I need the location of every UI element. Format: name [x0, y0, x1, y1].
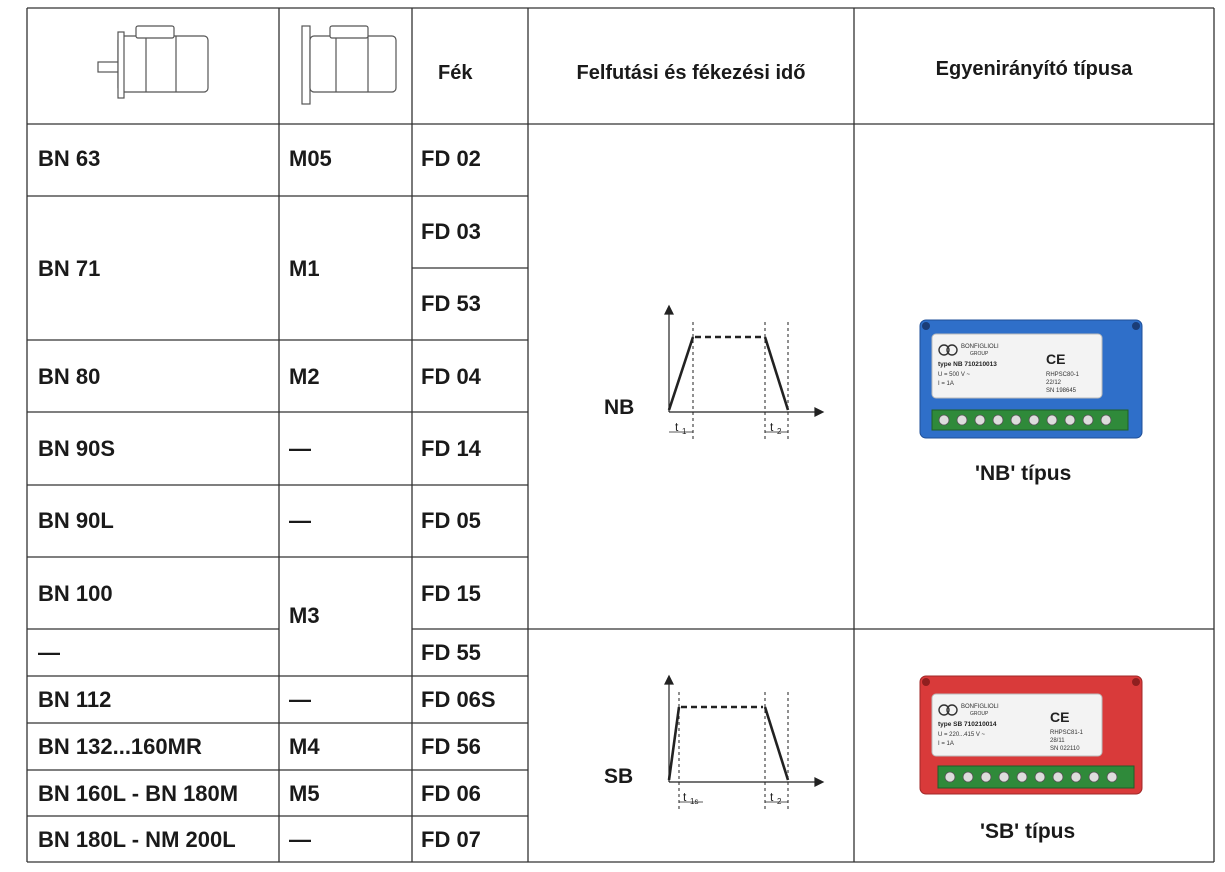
brake-cell: FD 56 — [421, 734, 481, 759]
motor-cell: BN 90L — [38, 508, 114, 533]
brake-cell: FD 15 — [421, 581, 481, 606]
alt-motor-cell: M4 — [289, 734, 320, 759]
header-brake: Fék — [438, 62, 473, 84]
motor-cell: BN 63 — [38, 146, 101, 171]
svg-text:U = 500 V ~: U = 500 V ~ — [938, 372, 971, 378]
svg-text:RHPSC80-1: RHPSC80-1 — [1046, 372, 1080, 378]
motor-cell: BN 132...160MR — [38, 734, 202, 759]
svg-text:SN 198645: SN 198645 — [1046, 388, 1077, 394]
alt-motor-cell: — — [289, 827, 311, 852]
svg-text:BONFIGLIOLI: BONFIGLIOLI — [961, 344, 999, 350]
svg-text:2: 2 — [777, 797, 782, 806]
svg-text:2: 2 — [777, 427, 782, 436]
svg-text:1: 1 — [682, 427, 687, 436]
rectifier-nb-photo — [918, 316, 1144, 442]
timing-diagram-nb — [655, 300, 825, 450]
t-end-label: t — [770, 420, 774, 434]
alt-motor-cell: M2 — [289, 364, 320, 389]
brake-cell: FD 03 — [421, 219, 481, 244]
alt-motor-cell: M1 — [289, 256, 320, 281]
brake-cell: FD 04 — [421, 364, 481, 389]
motor-cell: BN 112 — [38, 687, 112, 712]
svg-text:CE: CE — [1046, 351, 1066, 367]
motor-cell: BN 80 — [38, 364, 101, 389]
svg-text:RHPSC81-1: RHPSC81-1 — [1050, 730, 1084, 736]
timing-diagram-sb — [655, 670, 825, 820]
rectifier-sb-caption: 'SB' típus — [980, 820, 1076, 843]
svg-text:I = 1A: I = 1A — [938, 381, 954, 387]
diagram-label-sb: SB — [604, 765, 634, 788]
brake-cell: FD 02 — [421, 146, 481, 171]
brake-cell: FD 14 — [421, 436, 481, 461]
motor-cell: BN 180L - NM 200L — [38, 827, 236, 852]
brake-cell: FD 05 — [421, 508, 481, 533]
header-timing: Felfutási és fékezési idő — [576, 62, 806, 84]
svg-text:22/12: 22/12 — [1046, 380, 1062, 386]
motor-flange-mount-icon — [296, 20, 406, 108]
svg-text:28/11: 28/11 — [1050, 738, 1065, 744]
brake-cell: FD 06S — [421, 687, 496, 712]
motor-cell: BN 160L - BN 180M — [38, 781, 239, 806]
svg-text:1s: 1s — [690, 797, 699, 806]
t-start-label: t — [675, 420, 679, 434]
svg-text:U = 220...415 V ~: U = 220...415 V ~ — [938, 732, 986, 738]
brake-cell: FD 55 — [421, 640, 481, 665]
header-rectifier: Egyenirányító típusa — [935, 58, 1133, 80]
brake-cell: FD 07 — [421, 827, 481, 852]
diagram-label-nb: NB — [604, 396, 635, 419]
svg-text:CE: CE — [1050, 709, 1070, 725]
svg-text:t: t — [770, 790, 774, 804]
alt-motor-cell: — — [289, 508, 311, 533]
alt-motor-cell: M3 — [289, 603, 320, 628]
alt-motor-cell: — — [289, 687, 311, 712]
svg-text:SN 022110: SN 022110 — [1050, 746, 1080, 752]
motor-cell: BN 90S — [38, 436, 116, 461]
rectifier-sb-photo — [918, 672, 1144, 798]
svg-text:type SB 710210014: type SB 710210014 — [938, 721, 997, 728]
motor-cell: BN 100 — [38, 581, 113, 606]
svg-text:GROUP: GROUP — [970, 351, 989, 357]
alt-motor-cell: M05 — [289, 146, 332, 171]
brake-cell: FD 53 — [421, 291, 481, 316]
svg-text:type NB 710210013: type NB 710210013 — [938, 361, 997, 368]
svg-text:GROUP: GROUP — [970, 711, 989, 717]
brake-cell: FD 06 — [421, 781, 481, 806]
rectifier-nb-caption: 'NB' típus — [975, 462, 1072, 485]
motor-foot-mount-icon — [96, 24, 216, 104]
svg-text:t: t — [683, 790, 687, 804]
svg-text:BONFIGLIOLI: BONFIGLIOLI — [961, 704, 999, 710]
svg-text:I = 1A: I = 1A — [938, 741, 954, 747]
motor-cell: BN 71 — [38, 256, 101, 281]
alt-motor-cell: M5 — [289, 781, 320, 806]
motor-cell: — — [38, 640, 60, 665]
alt-motor-cell: — — [289, 436, 311, 461]
